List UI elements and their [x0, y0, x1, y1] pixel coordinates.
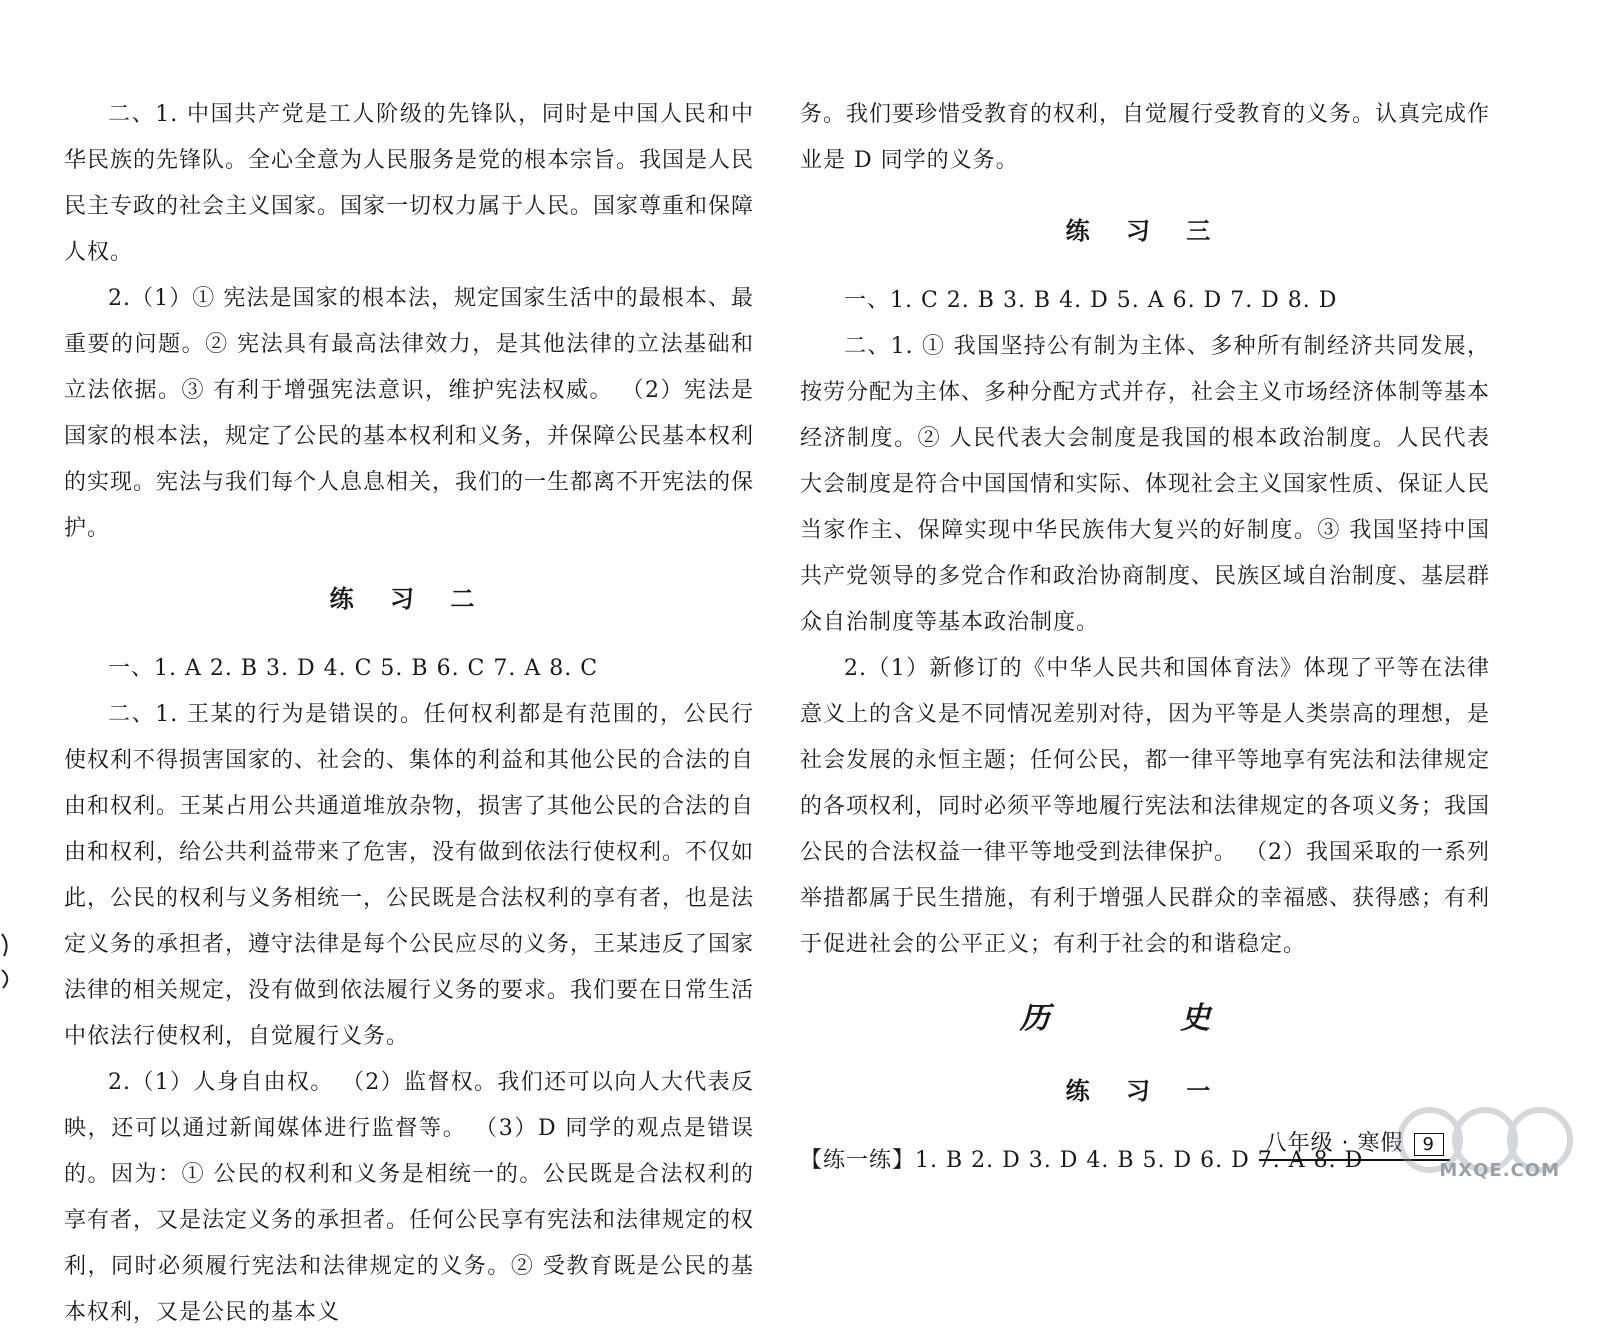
footer-grade-label: 八年级 · 寒假	[1264, 1131, 1404, 1156]
left-column	[64, 92, 754, 1336]
paragraph-left-1: 二、1. 中国共产党是工人阶级的先锋队，同时是中国人民和中华民族的先锋队。全心全意为人民服务是党的根本宗旨。我国是人民民主专政的社会主义国家。国家一切权力属于人民。国家尊重和保障人权。	[64, 102, 755, 265]
watermark-text: MXQE.COM	[1439, 1160, 1560, 1181]
paragraph-right-4: 2.（1）新修订的《中华人民共和国体育法》体现了平等在法律意义上的含义是不同情况差别对待，因为平等是人类崇高的理想，是社会发展的永恒主题；任何公民，都一律平等地享有宪法和法律规定的各项权利，同时必须平等地履行宪法和法律规定的各项义务；我国公民的合法权益一律平等地受到法律保护。 （2）我国采取的一系列举措都属于民生措施，有利于增强人民群众的幸福感、获得感；有利于促进社会的公平正义；有利于社会的和谐稳定。	[800, 656, 1491, 957]
subject-title-history: 历 史	[1019, 1001, 1271, 1036]
answer-line-exercise-2: 一、1. A 2. B 3. D 4. C 5. B 6. C 7. A 8. C	[108, 656, 599, 681]
answer-line-history-exercise-1: 【练一练】1. B 2. D 3. D 4. B 5. D 6. D 7. A 8. D	[800, 1148, 1364, 1173]
paragraph-right-3: 二、1. ① 我国坚持公有制为主体、多种所有制经济共同发展，按劳分配为主体、多种分配方式并存，社会主义市场经济体制等基本经济制度。② 人民代表大会制度是我国的根本政治制度。人民代表大会制度是符合中国国情和实际、体现社会主义国家性质、保证人民当家作主、保障实现中华民族伟大复兴的好制度。③ 我国坚持中国共产党领导的多党合作和政治协商制度、民族区域自治制度、基层群众自治制度等基本政治制度。	[800, 334, 1491, 635]
section-heading-exercise-2: 练 习 二	[329, 585, 489, 613]
section-heading-exercise-3: 练 习 三	[1065, 217, 1225, 245]
paragraph-right-1: 务。我们要珍惜受教育的权利，自觉履行受教育的义务。认真完成作业是 D 同学的义务。	[800, 102, 1491, 173]
answer-line-exercise-3: 一、1. C 2. B 3. B 4. D 5. A 6. D 7. D 8. D	[844, 288, 1338, 313]
section-heading-exercise-1: 练 习 一	[1065, 1077, 1225, 1105]
page-number: 9	[1414, 1133, 1444, 1156]
right-column	[800, 92, 1490, 1184]
paragraph-left-2: 2.（1）① 宪法是国家的根本法，规定国家生活中的最根本、最重要的问题。② 宪法具有最高法律效力，是其他法律的立法基础和立法依据。③ 有利于增强宪法意识，维护宪法权威。 （2）宪法是国家的根本法，规定了公民的基本权利和义务，并保障公民基本权利的实现。宪法与我们每个人息息相关，我们的一生都离不开宪法的保护。	[64, 286, 755, 541]
page-edge-mark	[0, 930, 14, 990]
paragraph-left-5: 2.（1）人身自由权。 （2）监督权。我们还可以向人大代表反映，还可以通过新闻媒体进行监督等。 （3）D 同学的观点是错误的。因为：① 公民的权利和义务是相统一的。公民既是合法权利的享有者，又是法定义务的承担者。任何公民享有宪法和法律规定的权利，同时必须履行宪法和法律规定的义务。② 受教育既是公民的基本权利，又是公民的基本义	[64, 1070, 755, 1325]
paragraph-left-4: 二、1. 王某的行为是错误的。任何权利都是有范围的，公民行使权利不得损害国家的、社会的、集体的利益和其他公民的合法的自由和权利。王某占用公共通道堆放杂物，损害了其他公民的合法的自由和权利，给公共利益带来了危害，没有做到依法行使权利。不仅如此，公民的权利与义务相统一，公民既是合法权利的享有者，也是法定义务的承担者，遵守法律是每个公民应尽的义务，王某违反了国家法律的相关规定，没有做到依法履行义务的要求。我们要在日常生活中依法行使权利，自觉履行义务。	[64, 702, 755, 1049]
